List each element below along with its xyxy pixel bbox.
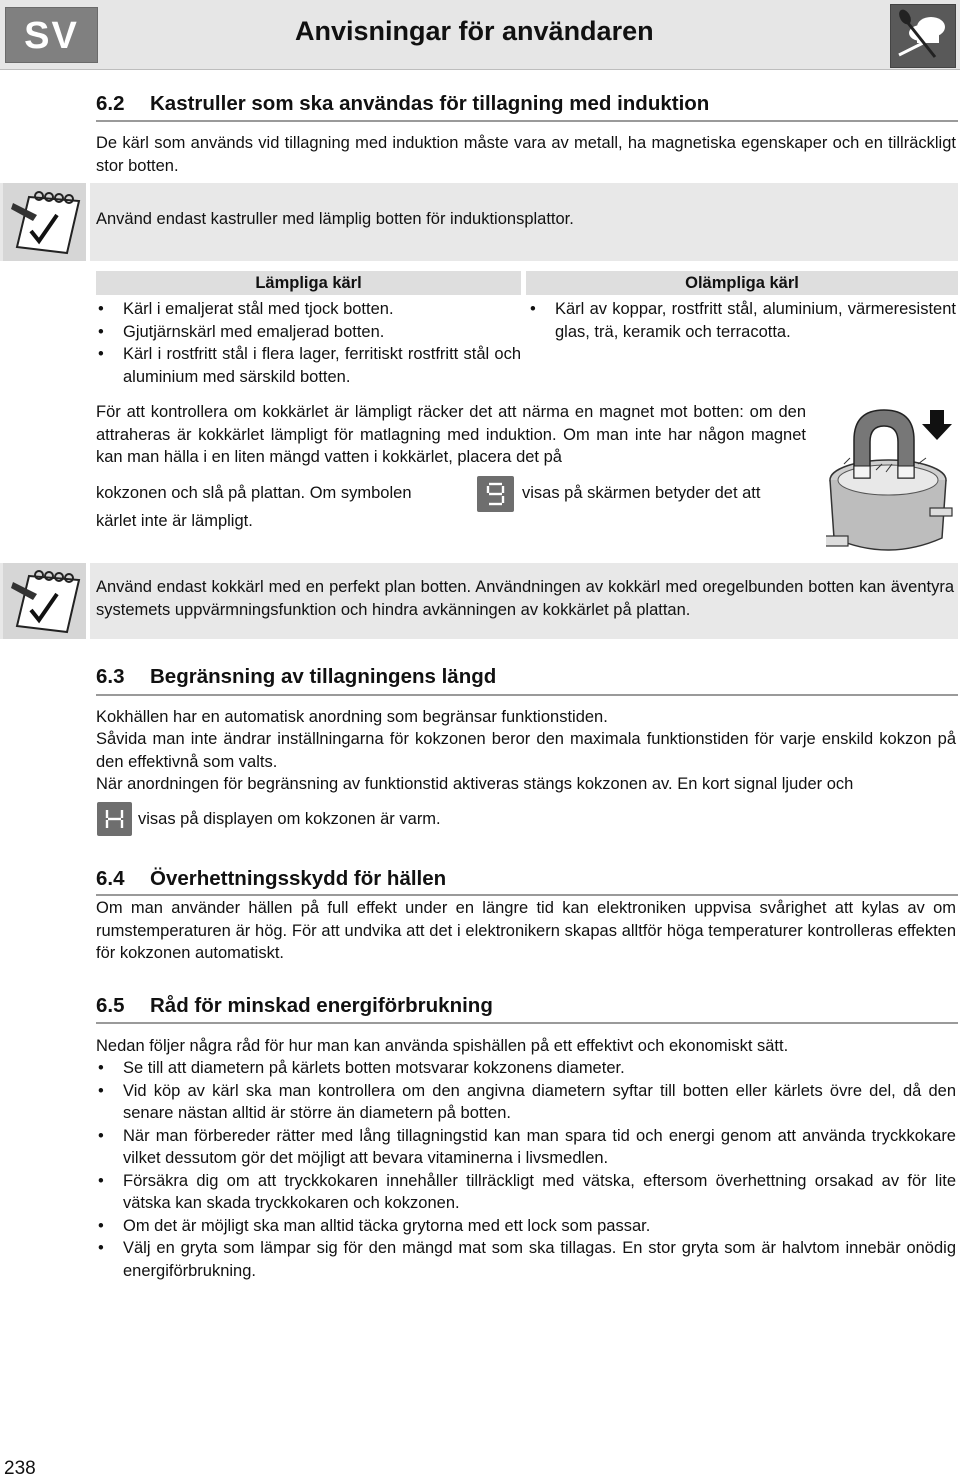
section-rule [96, 1022, 958, 1024]
list-item: • Kärl av koppar, rostfritt stål, aluminium, värmeresistent glas, trä, keramik och terracotta. [528, 298, 956, 343]
chef-logo-icon [890, 4, 956, 68]
section-6-4-title [96, 866, 446, 892]
hot-zone-h-symbol-icon [97, 802, 132, 836]
section-6-2-title [96, 91, 709, 117]
section-number: 6.2 [96, 92, 125, 115]
list-item: • Vid köp av kärl ska man kontrollera om den angivna diametern syftar till botten eller kärlets övre del, då den senare nästan alltid är större än diametern på botten. [96, 1080, 956, 1125]
notepad-check-icon [7, 187, 87, 257]
page-number: 238 [4, 1458, 36, 1479]
section-heading: Råd för minskad energiförbrukning [150, 994, 493, 1017]
section-rule [96, 894, 958, 896]
pot-magnet-illustration [826, 400, 956, 560]
section-heading: Överhettningsskydd för hällen [150, 867, 447, 890]
note-text: Använd endast kokkärl med en perfekt plan botten. Användningen av kokkärl med oregelbunden botten kan äventyra systemets uppvärmningsfunktion och hindra avkänningen av kokkärlet på plattan. [96, 578, 954, 619]
section-6-3-title [96, 664, 496, 690]
language-badge: SV [5, 7, 98, 63]
unsuitable-pan-symbol-icon [477, 476, 514, 512]
note-icon-box [3, 563, 90, 639]
document-title: Anvisningar för användaren [295, 16, 654, 46]
intro-paragraph: De kärl som används vid tillagning med induktion måste vara av metall, ha magnetiska egenskaper och en tillräckligt stor botten. [96, 134, 956, 175]
paragraph: Om man använder hällen på full effekt under en längre tid kan elektroniken uppvisa svårighet att kylas av om rumstemperaturen är hög. För att undvika att det i elektronikern skapas alltför höga temperaturer kontrolleras effekten för kokzonen automatiskt. [96, 899, 956, 962]
note-text: Använd endast kastruller med lämplig botten för induktionsplattor. [96, 210, 574, 228]
list-item: • Välj en gryta som lämpar sig för den mängd mat som ska tillagas. En stor gryta som är halvtom innebär onödig energiförbrukning. [96, 1237, 956, 1282]
unsuitable-list [528, 298, 956, 343]
list-item: • Kärl i rostfritt stål i flera lager, ferritiskt rostfritt stål och aluminium med särskild botten. [96, 343, 521, 388]
paragraph: visas på displayen om kokzonen är varm. [138, 810, 441, 828]
section-number: 6.3 [96, 665, 125, 688]
symbol-line-b: visas på skärmen betyder det att [522, 484, 761, 502]
energy-tips-list [96, 1057, 956, 1282]
list-item: • När man förbereder rätter med lång tillagningstid kan man spara tid och energi genom att använda tryckkokare vilket dessutom gör det möjligt att bevara vitaminerna i livsmedlen. [96, 1125, 956, 1170]
section-rule [96, 694, 958, 696]
list-item: • Se till att diametern på kärlets botten motsvarar kokzonens diameter. [96, 1057, 956, 1080]
notepad-check-icon [7, 566, 87, 636]
list-item: • Om det är möjligt ska man alltid täcka grytorna med ett lock som passar. [96, 1215, 956, 1238]
symbol-line-c: kärlet inte är lämpligt. [96, 512, 253, 530]
list-item: • Kärl i emaljerat stål med tjock botten. [96, 298, 521, 321]
section-rule [96, 120, 958, 122]
section-number: 6.5 [96, 994, 125, 1017]
unsuitable-heading: Olämpliga kärl [526, 271, 958, 295]
magnet-paragraph: För att kontrollera om kokkärlet är lämpligt räcker det att närma en magnet mot botten: om den attraheras är kokkärlet lämpligt för matlagning med induktion. Om man inte har någon magnet kan man hälla i en liten mängd vatten i kokkärlet, placera det på [96, 403, 806, 466]
section-6-5-title [96, 993, 493, 1019]
paragraph: Såvida man inte ändrar inställningarna för kokzonen beror den maximala funktionstiden för varje enskild kokzon på den effektivnå som valts. [96, 730, 956, 771]
paragraph: När anordningen för begränsning av funktionstid aktiveras stängs kokzonen av. En kort signal ljuder och [96, 775, 854, 793]
paragraph: Kokhällen har en automatisk anordning som begränsar funktionstiden. [96, 708, 608, 726]
suitable-heading: Lämpliga kärl [96, 271, 521, 295]
symbol-line-a: kokzonen och slå på plattan. Om symbolen [96, 484, 412, 502]
symbol-line [96, 476, 806, 512]
list-item: • Försäkra dig om att tryckkokaren innehåller tillräckligt med vätska, eftersom överhettning orsakad av för lite vätska kan skada tryckkokaren och kokzonen. [96, 1170, 956, 1215]
suitable-list [96, 298, 521, 388]
paragraph: Nedan följer några råd för hur man kan använda spishällen på ett effektivt och ekonomiskt sätt. [96, 1037, 789, 1055]
note-icon-box [3, 183, 90, 261]
section-heading: Begränsning av tillagningens längd [150, 665, 497, 688]
list-item: • Gjutjärnskärl med emaljerad botten. [96, 321, 521, 344]
section-heading: Kastruller som ska användas för tillagning med induktion [150, 92, 710, 115]
section-number: 6.4 [96, 867, 125, 890]
